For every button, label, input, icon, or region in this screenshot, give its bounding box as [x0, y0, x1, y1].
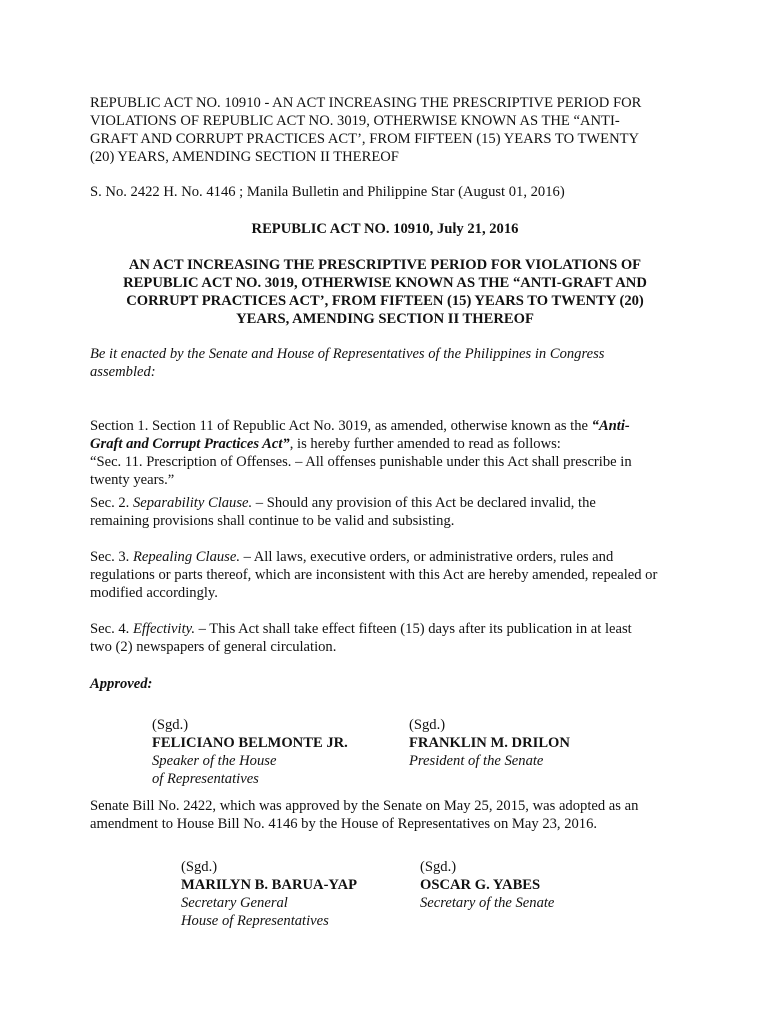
signatory-name: OSCAR G. YABES — [420, 877, 541, 893]
law-name: “Anti- — [591, 418, 630, 434]
section-1: Section 1. Section 11 of Republic Act No. 3019, as amended, otherwise known as the “Anti- Graft and Corrupt Practices Act”, is hereby further amended to read as follows: “Sec. 11. Prescription of Offenses. – All offenses punishable under this Act shall prescribe in twenty years.” — [90, 417, 680, 489]
signatory-name: FRANKLIN M. DRILON — [409, 735, 570, 751]
section-4: Sec. 4. Effectivity. – This Act shall take effect fifteen (15) days after its publication in at least two (2) newspapers of general circulation. — [90, 621, 632, 655]
section-2: Sec. 2. Separability Clause. – Should any provision of this Act be declared invalid, the remaining provisions shall continue to be valid and subsisting. — [90, 495, 596, 529]
act-heading: REPUBLIC ACT NO. 10910, July 21, 2016 — [251, 221, 519, 237]
signatory-secretary-general: (Sgd.) MARILYN B. BARUA-YAP Secretary General House of Representatives — [181, 859, 358, 929]
signatory-senate-secretary: (Sgd.) OSCAR G. YABES Secretary of the Senate — [420, 859, 555, 911]
signatory-senate-president: (Sgd.) FRANKLIN M. DRILON President of the Senate — [409, 717, 570, 769]
adoption-note: Senate Bill No. 2422, which was approved by the Senate on May 25, 2015, was adopted as an amendment to House Bill No. 4146 by the House of Representatives on May 23, 2016. — [90, 798, 639, 832]
section-3: Sec. 3. Repealing Clause. – All laws, executive orders, or administrative orders, rules and regulations or parts thereof, which are inconsistent with this Act are hereby amended, repealed or modified accordingly. — [90, 549, 658, 601]
source-line: S. No. 2422 H. No. 4146 ; Manila Bulletin and Philippine Star (August 01, 2016) — [90, 184, 565, 200]
document-title: REPUBLIC ACT NO. 10910 - AN ACT INCREASING THE PRESCRIPTIVE PERIOD FOR VIOLATIONS OF REPUBLIC ACT NO. 3019, OTHERWISE KNOWN AS THE “ANTI- GRAFT AND CORRUPT PRACTICES ACT’, FROM FIFTEEN (15) YEARS TO TWENTY (20) YEARS, AMENDING SECTION II THEREOF — [90, 95, 642, 165]
approved-label: Approved: — [90, 676, 153, 692]
signatory-speaker: (Sgd.) FELICIANO BELMONTE JR. Speaker of the House of Representatives — [152, 717, 348, 787]
section-11-quote: “Sec. 11. Prescription of Offenses. – All offenses punishable under this Act shall prescribe in — [90, 454, 632, 470]
act-subtitle: AN ACT INCREASING THE PRESCRIPTIVE PERIOD FOR VIOLATIONS OF REPUBLIC ACT NO. 3019, OTHERWISE KNOWN AS THE “ANTI-GRAFT AND CORRUPT PRACTICES ACT’, FROM FIFTEEN (15) YEARS TO TWENTY (20) YEARS, AMENDING SECTION II THEREOF — [123, 257, 647, 327]
enacting-clause: Be it enacted by the Senate and House of Representatives of the Philippines in Congress assembled: — [90, 346, 605, 380]
signatory-name: FELICIANO BELMONTE JR. — [152, 735, 348, 751]
signatory-name: MARILYN B. BARUA-YAP — [181, 877, 358, 893]
